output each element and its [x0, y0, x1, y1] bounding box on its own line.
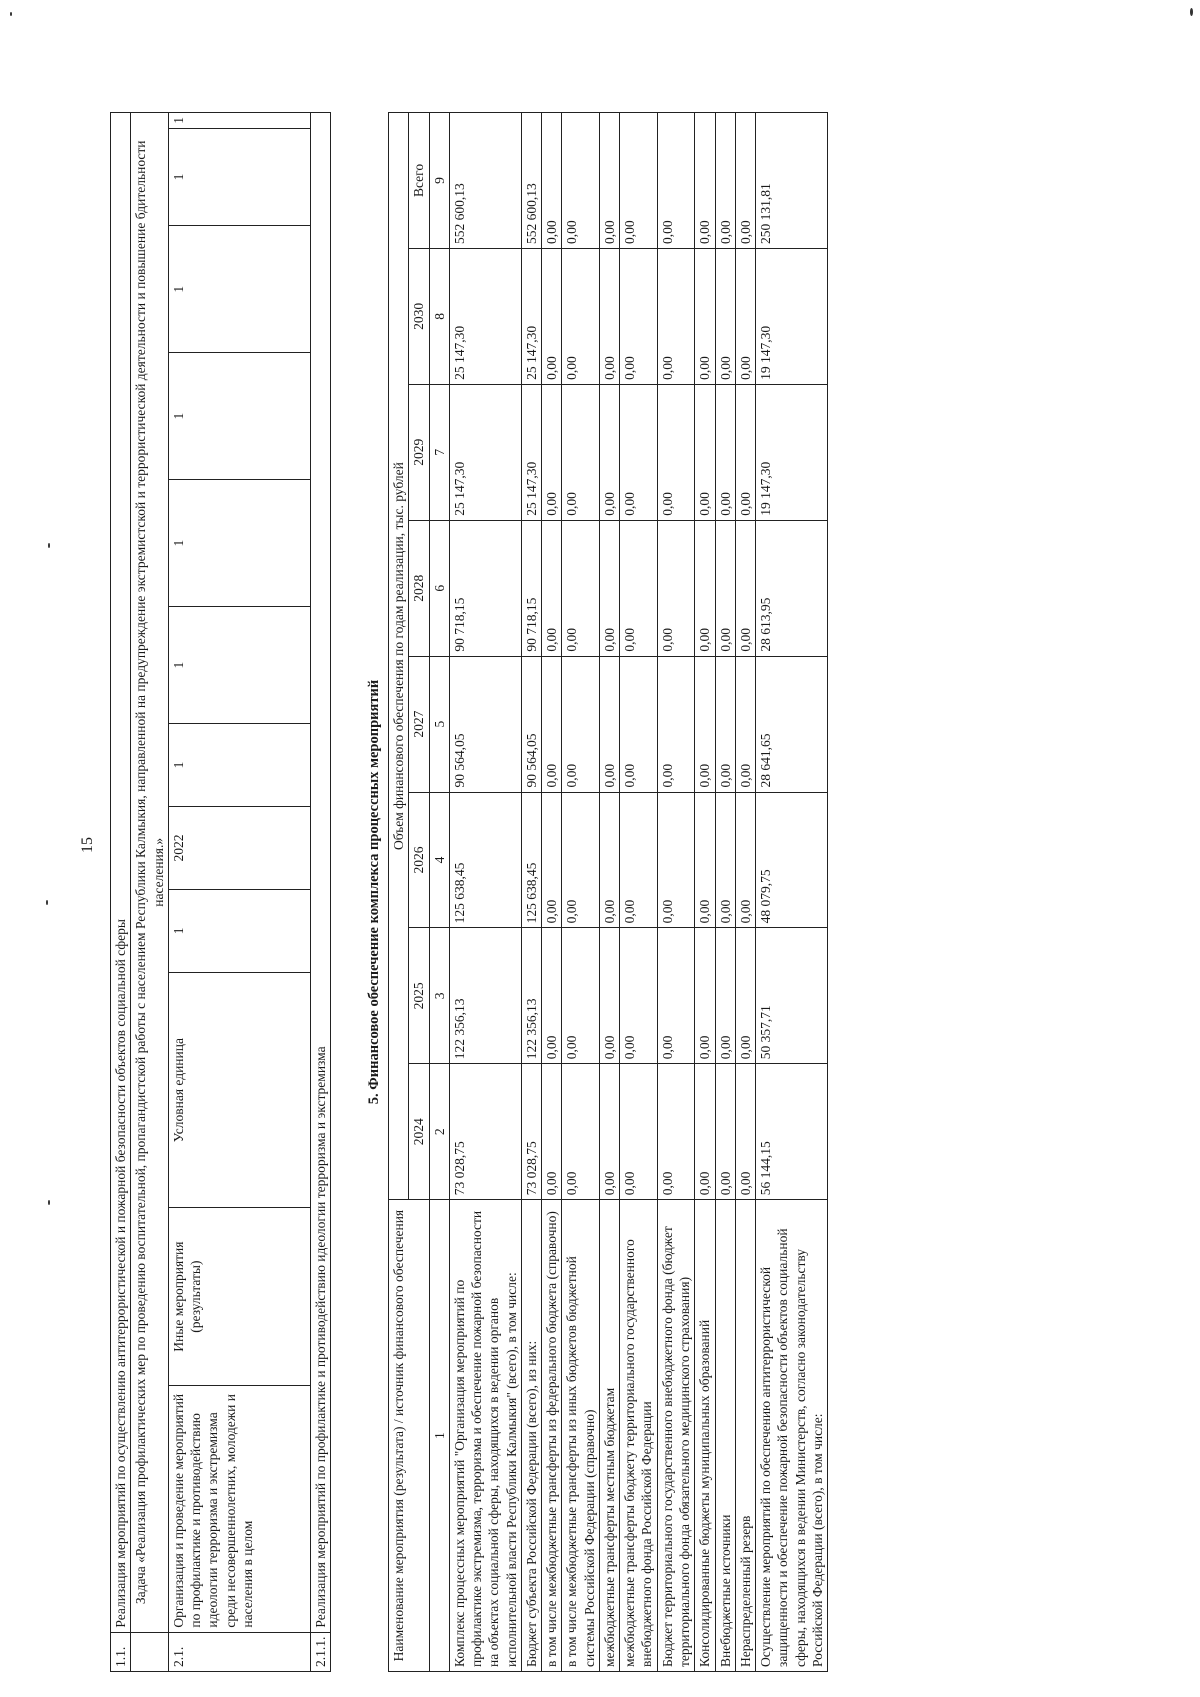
- source-name: в том числе межбюджетные трансферты из федерального бюджета (справочно): [542, 1200, 562, 1672]
- amount-cell: 19 147,30: [756, 384, 828, 520]
- scan-speck: [1190, 8, 1193, 16]
- year-header: 2027: [409, 656, 429, 792]
- column-number: 8: [429, 248, 449, 384]
- amount-cell: 0,00: [715, 384, 735, 520]
- amount-cell: 0,00: [620, 656, 658, 792]
- amount-cell: 0,00: [695, 656, 715, 792]
- measure-type: Иные мероприятия (результаты): [168, 1208, 310, 1385]
- financing-row: [521, 113, 541, 1672]
- amount-cell: 28 641,65: [756, 656, 828, 792]
- amount-cell: 0,00: [715, 792, 735, 928]
- amount-cell: 0,00: [657, 113, 695, 249]
- source-name: Нераспределенный резерв: [735, 1200, 755, 1672]
- column-number: 6: [429, 520, 449, 656]
- amount-cell: 0,00: [695, 520, 715, 656]
- amount-cell: 122 356,13: [521, 928, 541, 1064]
- amount-cell: 0,00: [657, 792, 695, 928]
- year-header: 2025: [409, 928, 429, 1064]
- header-name: Наименование мероприятия (результата) / источник финансового обеспечения: [389, 1200, 430, 1672]
- financing-row: [562, 113, 600, 1672]
- scan-speck: [48, 1200, 50, 1205]
- column-number: 7: [429, 384, 449, 520]
- row-number: 1.1.: [111, 1632, 131, 1671]
- year-value: 1: [168, 353, 310, 480]
- year-value: 1: [168, 128, 310, 226]
- source-name: Бюджет территориального государственного внебюджетного фонда (бюджет территориального фонда обязательного медицинского страхования): [657, 1200, 695, 1672]
- financing-row: [715, 113, 735, 1672]
- year-value: 1: [168, 607, 310, 724]
- amount-cell: 0,00: [542, 384, 562, 520]
- amount-cell: 0,00: [620, 928, 658, 1064]
- amount-cell: 0,00: [599, 656, 619, 792]
- source-name: Бюджет субъекта Российской Федерации (всего), из них:: [521, 1200, 541, 1672]
- amount-cell: 0,00: [599, 792, 619, 928]
- amount-cell: 25 147,30: [449, 248, 521, 384]
- row-number: 2.1.: [168, 1632, 310, 1671]
- amount-cell: 0,00: [695, 248, 715, 384]
- amount-cell: 0,00: [620, 1064, 658, 1200]
- source-name: межбюджетные трансферты бюджету территориального государственного внебюджетного фонда Российской Федерации: [620, 1200, 658, 1672]
- amount-cell: 0,00: [715, 656, 735, 792]
- year-value: 1: [168, 724, 310, 807]
- financing-rows: [449, 113, 827, 1672]
- scan-speck: [46, 900, 48, 905]
- financing-row: [449, 113, 521, 1672]
- financing-row: [735, 113, 755, 1672]
- source-name: межбюджетные трансферты местным бюджетам: [599, 1200, 619, 1672]
- amount-cell: 0,00: [620, 384, 658, 520]
- amount-cell: 0,00: [735, 520, 755, 656]
- base-year: 2022: [168, 806, 310, 889]
- amount-cell: 0,00: [542, 520, 562, 656]
- amount-cell: 73 028,75: [449, 1064, 521, 1200]
- year-value: 1: [168, 113, 310, 129]
- year-header: 2028: [409, 520, 429, 656]
- amount-cell: 0,00: [657, 656, 695, 792]
- amount-cell: 0,00: [599, 384, 619, 520]
- amount-cell: 0,00: [735, 792, 755, 928]
- amount-cell: 90 718,15: [449, 520, 521, 656]
- amount-cell: 0,00: [620, 792, 658, 928]
- financing-row: [657, 113, 695, 1672]
- financing-row: [542, 113, 562, 1672]
- amount-cell: 552 600,13: [521, 113, 541, 249]
- year-value: 1: [168, 480, 310, 607]
- column-number: 1: [429, 1200, 449, 1672]
- amount-cell: 125 638,45: [449, 792, 521, 928]
- rotated-sheet: [110, 52, 1190, 1672]
- row-number: 2.1.1.: [310, 1632, 330, 1671]
- amount-cell: 0,00: [715, 520, 735, 656]
- amount-cell: 0,00: [599, 928, 619, 1064]
- amount-cell: 0,00: [657, 928, 695, 1064]
- source-name: Внебюджетные источники: [715, 1200, 735, 1672]
- amount-cell: 122 356,13: [449, 928, 521, 1064]
- amount-cell: 0,00: [620, 520, 658, 656]
- base-value: 1: [168, 889, 310, 972]
- amount-cell: 552 600,13: [449, 113, 521, 249]
- amount-cell: 0,00: [562, 248, 600, 384]
- amount-cell: 0,00: [657, 248, 695, 384]
- year-header: 2029: [409, 384, 429, 520]
- amount-cell: 0,00: [735, 113, 755, 249]
- year-header: 2026: [409, 792, 429, 928]
- amount-cell: 250 131,81: [756, 113, 828, 249]
- amount-cell: 0,00: [735, 1064, 755, 1200]
- scan-speck: [10, 12, 12, 16]
- amount-cell: 0,00: [542, 928, 562, 1064]
- amount-cell: 25 147,30: [521, 384, 541, 520]
- amount-cell: 0,00: [715, 248, 735, 384]
- financing-row: [620, 113, 658, 1672]
- section-title: 5. Финансовое обеспечение комплекса процессных мероприятий: [366, 679, 382, 1105]
- amount-cell: 48 079,75: [756, 792, 828, 928]
- measure-name: Организация и проведение мероприятий по профилактике и противодействию идеологии терроризма и экстремизма среди несовершеннолетних, молодежи и населения в целом: [168, 1385, 310, 1632]
- amount-cell: 50 357,71: [756, 928, 828, 1064]
- amount-cell: 0,00: [715, 1064, 735, 1200]
- financing-row: [695, 113, 715, 1672]
- amount-cell: 0,00: [695, 384, 715, 520]
- financing-table: [388, 112, 828, 1672]
- amount-cell: 0,00: [657, 384, 695, 520]
- amount-cell: 0,00: [695, 792, 715, 928]
- amount-cell: 0,00: [715, 928, 735, 1064]
- amount-cell: 0,00: [542, 1064, 562, 1200]
- amount-cell: 56 144,15: [756, 1064, 828, 1200]
- amount-cell: 0,00: [599, 113, 619, 249]
- year-header: Всего: [409, 113, 429, 249]
- amount-cell: 0,00: [562, 1064, 600, 1200]
- year-value: 1: [168, 226, 310, 353]
- amount-cell: 0,00: [695, 928, 715, 1064]
- amount-cell: 0,00: [735, 656, 755, 792]
- amount-cell: 0,00: [715, 113, 735, 249]
- year-header: 2024: [409, 1064, 429, 1200]
- amount-cell: 0,00: [599, 248, 619, 384]
- amount-cell: 0,00: [562, 520, 600, 656]
- year-header: 2030: [409, 248, 429, 384]
- amount-cell: 0,00: [620, 113, 658, 249]
- amount-cell: 0,00: [562, 113, 600, 249]
- source-name: Комплекс процессных мероприятий "Организация мероприятий по профилактике экстремизма, терроризма и обеспечение пожарной безопасности на объектах социальной сферы, находящихся в ведении органов исполнительной власти Республики Калмыкия" (всего), в том числе:: [449, 1200, 521, 1672]
- amount-cell: 0,00: [562, 656, 600, 792]
- indicators-table: [110, 112, 331, 1672]
- amount-cell: 0,00: [542, 248, 562, 384]
- amount-cell: 90 564,05: [521, 656, 541, 792]
- amount-cell: 0,00: [599, 520, 619, 656]
- amount-cell: 0,00: [562, 792, 600, 928]
- amount-cell: 0,00: [735, 928, 755, 1064]
- header-volume: Объем финансового обеспечения по годам реализации, тыс. рублей: [389, 113, 409, 1200]
- amount-cell: 0,00: [620, 248, 658, 384]
- source-name: Осуществление мероприятий по обеспечению антитеррористической защищенности и обеспечение пожарной безопасности объектов социальной сферы, находящихся в ведении Министерств, согласно законодательству Российской Федерации (всего), в том числе:: [756, 1200, 828, 1672]
- amount-cell: 0,00: [657, 1064, 695, 1200]
- amount-cell: 25 147,30: [521, 248, 541, 384]
- amount-cell: 0,00: [542, 113, 562, 249]
- amount-cell: 0,00: [599, 1064, 619, 1200]
- amount-cell: 25 147,30: [449, 384, 521, 520]
- amount-cell: 0,00: [562, 928, 600, 1064]
- amount-cell: 19 147,30: [756, 248, 828, 384]
- amount-cell: 90 718,15: [521, 520, 541, 656]
- column-number: 2: [429, 1064, 449, 1200]
- amount-cell: 0,00: [735, 248, 755, 384]
- column-number: 4: [429, 792, 449, 928]
- amount-cell: 0,00: [735, 384, 755, 520]
- financing-row: [599, 113, 619, 1672]
- column-number: 3: [429, 928, 449, 1064]
- scan-speck: [48, 543, 50, 548]
- page-number: 15: [79, 837, 96, 853]
- measure-unit: Условная единица: [168, 972, 310, 1208]
- column-number: 9: [429, 113, 449, 249]
- row-text: Реализация мероприятий по профилактике и противодействию идеологии терроризма и экстремизма: [310, 113, 330, 1633]
- amount-cell: 90 564,05: [449, 656, 521, 792]
- source-name: в том числе межбюджетные трансферты из иных бюджетов бюджетной системы Российской Федерации (справочно): [562, 1200, 600, 1672]
- task-text: Задача «Реализация профилактических мер по проведению воспитательной, пропагандистской работы с населением Республики Калмыкия, направленной на предупреждение экстремистской и террористической деятельности и повышение бдительности населения.»: [131, 113, 169, 1633]
- amount-cell: 28 613,95: [756, 520, 828, 656]
- column-number: 5: [429, 656, 449, 792]
- financing-row: [756, 113, 828, 1672]
- amount-cell: 0,00: [542, 656, 562, 792]
- amount-cell: 125 638,45: [521, 792, 541, 928]
- amount-cell: 0,00: [695, 1064, 715, 1200]
- row-text: Реализация мероприятий по осуществлению антитеррористической и пожарной безопасности объектов социальной сферы: [111, 113, 131, 1633]
- amount-cell: 73 028,75: [521, 1064, 541, 1200]
- amount-cell: 0,00: [562, 384, 600, 520]
- amount-cell: 0,00: [542, 792, 562, 928]
- source-name: Консолидированные бюджеты муниципальных образований: [695, 1200, 715, 1672]
- amount-cell: 0,00: [695, 113, 715, 249]
- amount-cell: 0,00: [657, 520, 695, 656]
